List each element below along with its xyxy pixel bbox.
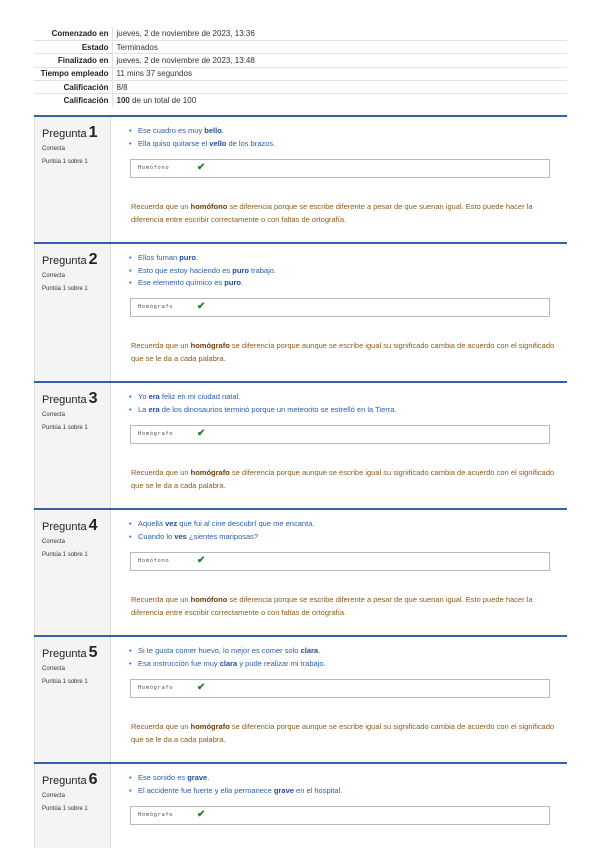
- question-content: [121, 764, 567, 820]
- answer-text: Homógrafo: [138, 304, 174, 310]
- feedback-pre: Recuerda que un: [131, 595, 191, 604]
- sentence-text: Ese cuadro es muy: [138, 126, 205, 135]
- sentence-item: [129, 265, 567, 278]
- quiz-summary-table: [34, 27, 567, 107]
- question-grade: Puntúa 1 sobre 1: [42, 286, 88, 292]
- question-state: Correcta: [42, 146, 66, 152]
- summary-value: 11 mins 37 segundos: [112, 67, 567, 80]
- highlighted-word: puro: [224, 278, 241, 287]
- highlighted-word: clara: [300, 646, 319, 655]
- question-content: [121, 637, 567, 744]
- question-title: [42, 251, 110, 269]
- sentence-text: en el hospital.: [293, 785, 343, 795]
- feedback-term: homófono: [190, 202, 228, 211]
- feedback-pre: Recuerda que un: [131, 341, 191, 350]
- sentence-text: .: [195, 253, 199, 262]
- check-icon: ✔: [197, 809, 206, 820]
- question-content: [121, 244, 567, 363]
- highlighted-word: puro: [232, 265, 249, 275]
- highlighted-word: era: [148, 392, 160, 401]
- feedback-text: [131, 201, 561, 226]
- question-content: [121, 383, 567, 490]
- sentence-text: .: [318, 646, 321, 655]
- summary-grade-value: [112, 94, 567, 107]
- sentence-text: .: [221, 126, 224, 135]
- sentence-text: feliz en mi ciudad natal.: [159, 392, 241, 401]
- check-icon: ✔: [197, 301, 206, 312]
- highlighted-word: ves: [174, 531, 187, 541]
- sentence-text: Esto que estoy haciendo es: [138, 265, 233, 275]
- sentence-text: Si te gusta comer huevo, lo mejor es comer solo: [138, 646, 301, 655]
- answer-field[interactable]: [130, 298, 550, 317]
- question-number: 1: [88, 124, 98, 141]
- sentence-text: trabajo.: [248, 265, 277, 275]
- question-state: Correcta: [42, 539, 66, 545]
- feedback-post: se diferencia porque se escribe diferente a pesar de que suenan igual. Esto puede hacer la diferencia entre escribir correctamente o con faltas de ortografía.: [131, 202, 533, 224]
- sentence-list: [121, 518, 567, 543]
- sentence-text: .: [240, 278, 244, 287]
- sentence-text: Cuando lo: [138, 531, 175, 541]
- question-title: [42, 517, 110, 535]
- answer-text: Homófono: [138, 165, 170, 171]
- sentence-item: [129, 785, 567, 798]
- question-title: [42, 644, 110, 662]
- question-info: [34, 637, 111, 765]
- feedback-term: homógrafo: [190, 722, 230, 731]
- feedback-term: homógrafo: [190, 468, 230, 477]
- question-label: Pregunta: [42, 128, 87, 140]
- sentence-text: ¿sientes mariposas?: [186, 531, 259, 541]
- question-number: 5: [88, 644, 98, 661]
- feedback-pre: Recuerda que un: [131, 202, 191, 211]
- question-label: Pregunta: [42, 648, 87, 660]
- feedback-post: se diferencia porque aunque se escribe igual su significado cambia de acuerdo con el significado que se le da a cada palabra.: [131, 341, 555, 363]
- sentence-item: [129, 645, 567, 658]
- answer-field[interactable]: [130, 159, 550, 178]
- highlighted-word: puro: [179, 253, 196, 262]
- question-grade: Puntúa 1 sobre 1: [42, 806, 88, 812]
- question-block: [34, 508, 567, 636]
- question-grade: Puntúa 1 sobre 1: [42, 552, 88, 558]
- summary-row-grade: [34, 94, 567, 107]
- sentence-text: El accidente fue fuerte y ella permanece: [138, 785, 274, 795]
- sentence-item: [129, 531, 567, 544]
- summary-label: Calificación: [34, 81, 112, 94]
- sentence-item: [129, 125, 567, 138]
- sentence-list: [121, 391, 567, 416]
- sentence-text: .: [207, 773, 210, 782]
- feedback-post: se diferencia porque se escribe diferente a pesar de que suenan igual. Esto puede hacer la diferencia entre escribir correctamente o con faltas de ortografía.: [131, 595, 533, 617]
- highlighted-word: vello: [209, 138, 227, 148]
- question-state: Correcta: [42, 793, 66, 799]
- highlighted-word: era: [148, 404, 160, 414]
- sentence-text: Aquella: [138, 519, 166, 528]
- summary-row: [34, 40, 567, 53]
- sentence-item: [129, 404, 567, 417]
- highlighted-word: grave: [187, 773, 208, 782]
- answer-text: Homófono: [138, 558, 170, 564]
- feedback-term: homógrafo: [190, 341, 230, 350]
- highlighted-word: bello: [204, 126, 222, 135]
- summary-label: Estado: [34, 40, 112, 53]
- highlighted-word: grave: [273, 785, 294, 795]
- question-block: [34, 635, 567, 763]
- feedback-pre: Recuerda que un: [131, 468, 191, 477]
- question-title: [42, 124, 110, 142]
- question-grade: Puntúa 1 sobre 1: [42, 159, 88, 165]
- question-block: [34, 762, 567, 848]
- sentence-item: [129, 772, 567, 785]
- summary-row: [34, 81, 567, 94]
- check-icon: ✔: [197, 555, 206, 566]
- feedback-text: [131, 594, 561, 619]
- summary-label: Comenzado en: [51, 28, 109, 38]
- summary-row: [34, 67, 567, 80]
- question-content: [121, 117, 567, 224]
- feedback-post: se diferencia porque aunque se escribe igual su significado cambia de acuerdo con el significado que se le da a cada palabra.: [131, 722, 555, 744]
- sentence-text: que fui al cine descubrí que me encanta.: [177, 519, 315, 528]
- sentence-item: [129, 277, 567, 290]
- sentence-text: de los dinosaurios terminó porque un meteorito se estrelló en la Tierra.: [159, 404, 397, 414]
- summary-label: Finalizado en: [34, 54, 112, 67]
- sentence-item: [129, 252, 567, 265]
- question-grade: Puntúa 1 sobre 1: [42, 425, 88, 431]
- question-content: [121, 510, 567, 617]
- highlighted-word: vez: [165, 519, 178, 528]
- highlighted-word: clara: [219, 658, 238, 668]
- sentence-list: [121, 772, 567, 797]
- sentence-text: Ese sonido es: [138, 773, 188, 782]
- answer-text: Homógrafo: [138, 812, 174, 818]
- check-icon: ✔: [197, 428, 206, 439]
- sentence-text: Ese elemento químico es: [138, 278, 225, 287]
- grade-total: de un total de 100: [129, 96, 197, 106]
- question-info: [34, 117, 111, 245]
- sentence-list: [121, 645, 567, 670]
- question-number: 6: [88, 771, 98, 788]
- sentence-text: Ella quiso quitarse el: [138, 138, 210, 148]
- summary-value: Terminados: [112, 40, 567, 53]
- feedback-post: se diferencia porque aunque se escribe igual su significado cambia de acuerdo con el significado que se le da a cada palabra.: [131, 468, 555, 490]
- question-info: [34, 510, 111, 638]
- question-number: 2: [88, 251, 98, 268]
- question-state: Correcta: [42, 666, 66, 672]
- sentence-item: [129, 391, 567, 404]
- sentence-item: [129, 138, 567, 151]
- sentence-text: y pude realizar mi trabajo.: [237, 658, 326, 668]
- check-icon: ✔: [197, 162, 206, 173]
- question-state: Correcta: [42, 412, 66, 418]
- feedback-text: [131, 340, 561, 365]
- answer-field[interactable]: [130, 425, 550, 444]
- sentence-text: de los brazos.: [226, 138, 276, 148]
- summary-row: [34, 27, 567, 40]
- question-label: Pregunta: [42, 521, 87, 533]
- summary-label: Tiempo empleado: [34, 67, 112, 80]
- question-block: [34, 381, 567, 509]
- answer-field[interactable]: [130, 806, 550, 825]
- check-icon: ✔: [197, 682, 206, 693]
- question-block: [34, 115, 567, 243]
- question-label: Pregunta: [42, 394, 87, 406]
- sentence-list: [121, 252, 567, 290]
- sentence-list: [121, 125, 567, 150]
- sentence-text: Ellos fuman: [138, 253, 180, 262]
- answer-text: Homógrafo: [138, 685, 174, 691]
- question-grade: Puntúa 1 sobre 1: [42, 679, 88, 685]
- question-label: Pregunta: [42, 255, 87, 267]
- question-info: [34, 244, 111, 384]
- answer-text: Homógrafo: [138, 431, 174, 437]
- summary-row: [34, 54, 567, 67]
- summary-value: jueves, 2 de noviembre de 2023, 13:36: [112, 27, 567, 40]
- question-number: 4: [88, 517, 98, 534]
- summary-value: 8/8: [112, 81, 567, 94]
- sentence-item: [129, 518, 567, 531]
- answer-field[interactable]: [130, 679, 550, 698]
- question-info: [34, 383, 111, 511]
- question-state: Correcta: [42, 273, 66, 279]
- sentence-text: Yo: [138, 392, 149, 401]
- summary-value: jueves, 2 de noviembre de 2023, 13:48: [112, 54, 567, 67]
- question-label: Pregunta: [42, 775, 87, 787]
- feedback-term: homófono: [190, 595, 228, 604]
- summary-label: Calificación: [34, 94, 112, 107]
- question-info: [34, 764, 111, 848]
- sentence-text: Esa instrucción fue muy: [138, 658, 220, 668]
- answer-field[interactable]: [130, 552, 550, 571]
- grade-score: 100: [116, 96, 130, 106]
- feedback-pre: Recuerda que un: [131, 722, 191, 731]
- question-title: [42, 390, 110, 408]
- question-block: [34, 242, 567, 382]
- feedback-text: [131, 721, 561, 746]
- question-number: 3: [88, 390, 98, 407]
- feedback-text: [131, 467, 561, 492]
- sentence-text: La: [138, 404, 149, 414]
- question-title: [42, 771, 110, 789]
- sentence-item: [129, 658, 567, 671]
